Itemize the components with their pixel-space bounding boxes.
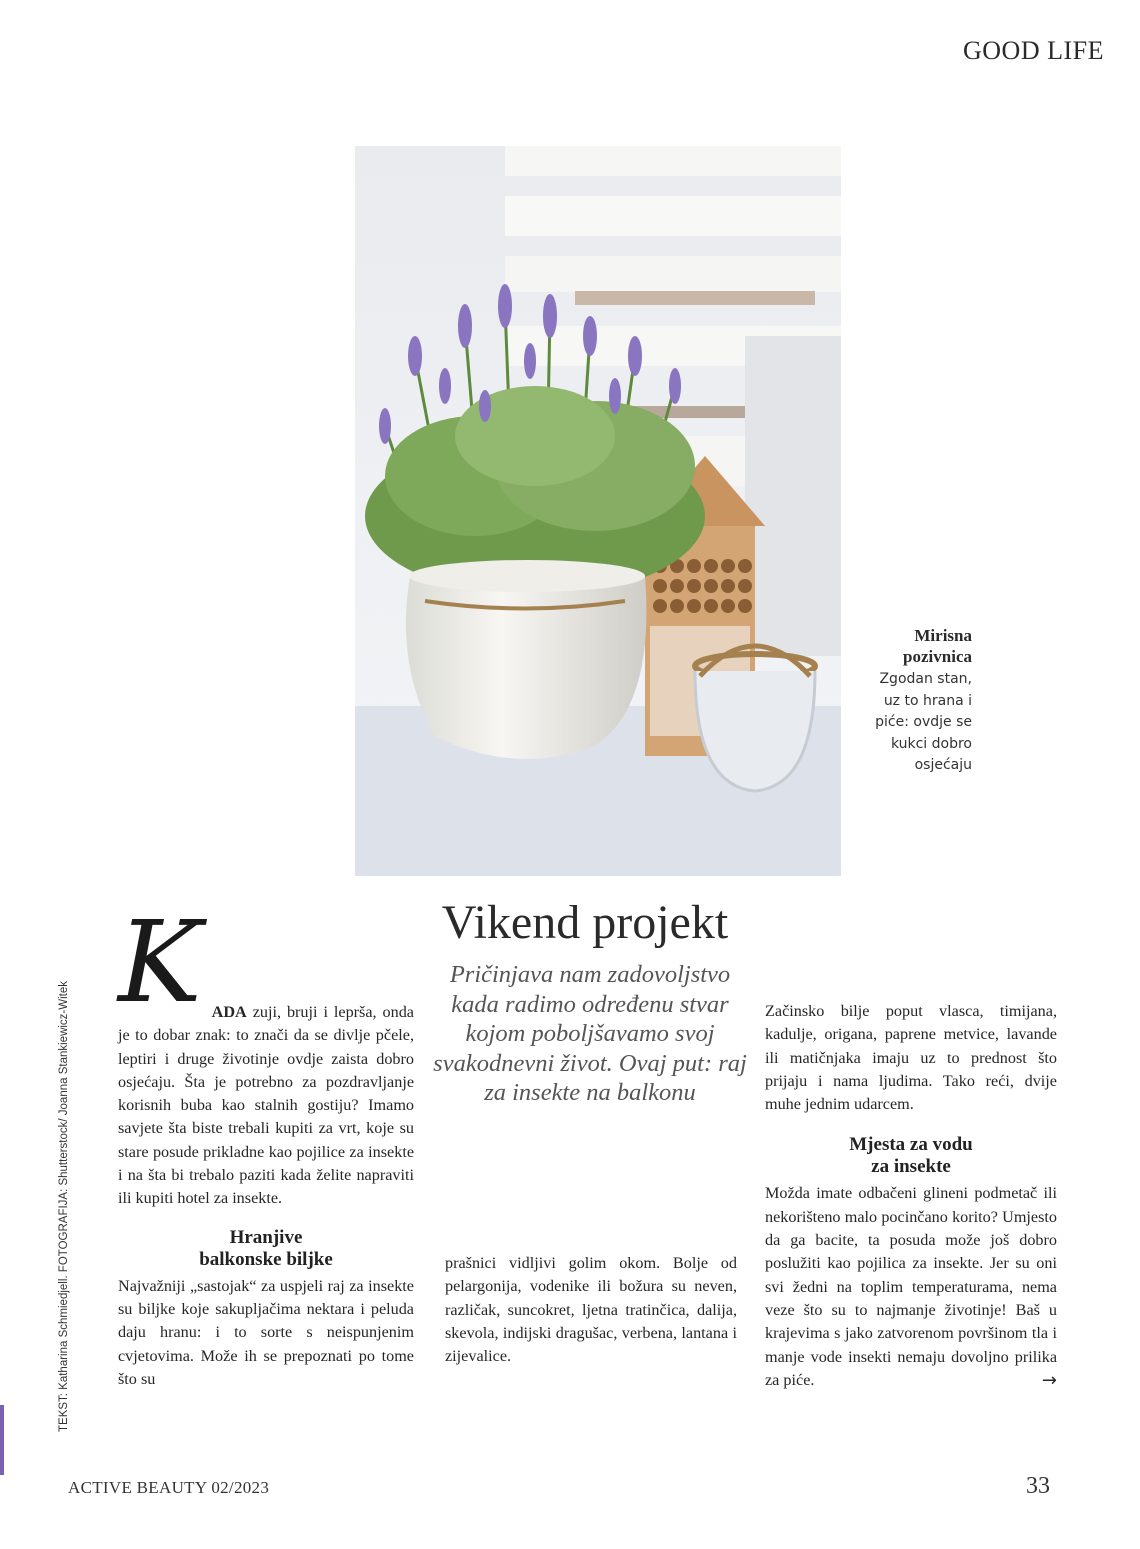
footer-magazine: ACTIVE BEAUTY 02/2023 (68, 1478, 270, 1497)
continue-arrow-icon: → (1041, 1369, 1057, 1391)
drop-cap: K (118, 898, 202, 1028)
caption-line: uz to hrana i (883, 692, 972, 709)
caption-line: osjećaju (914, 757, 972, 773)
subhead-line: za insekte (871, 1156, 951, 1178)
section-label: GOOD LIFE (963, 36, 1104, 65)
article-column-1 (118, 898, 414, 1391)
lavender-pot-icon (355, 146, 841, 876)
article-headline: Vikend projekt (441, 896, 729, 949)
caption-line: piće: ovdje se (875, 714, 972, 730)
accent-bar (0, 1405, 4, 1475)
caption-title-line1: Mirisna (914, 626, 972, 645)
article-deck: Pričinjava nam zadovoljstvo kada radimo određenu stvar kojom poboljšavamo svoj svakodnevni život. Ovaj put: raj za insekte na balkonu (433, 961, 747, 1106)
caption-line: kukci dobro (890, 735, 972, 752)
caption-line: Zgodan stan, (879, 671, 972, 687)
subhead-line: Hranjive (229, 1226, 303, 1248)
paragraph-water-text: Možda imate odbačeni glineni podmetač ili nekorišteno malo pocinčano korito? Umjesto da ga bacite, ta posuda može još dobro poslužiti kao pojilica za insekte. Jer su oni svi žedni na toplim temperaturama, nema veze što su to najmanje životinje! Baš u krajevima s jako zatvorenom površinom tla i manje vode insekti nemaju dovoljno prilika za piće. (765, 1184, 1057, 1389)
subhead-line: Mjesta za vodu (849, 1134, 973, 1156)
article-column-3 (765, 1000, 1057, 1392)
lead-bold: ADA (211, 1003, 247, 1021)
caption-title-line2: pozivnica (903, 647, 972, 666)
subhead-plants (118, 1227, 414, 1271)
photo-caption (862, 625, 972, 777)
paragraph-plants: Najvažniji „sastojak“ za uspjeli raj za insekte su biljke koje sakupljačima nektara i peluda daju hranu: i to sorte s neispunjenim cvjetovima. Može ih se prepoznati po tome što su (118, 1276, 414, 1388)
subhead-line: balkonske biljke (199, 1248, 333, 1270)
paragraph-herbs: Začinsko bilje poput vlasca, timijana, kadulje, origana, paprene metvice, lavande ili matičnjaka imaju uz to prednost što prijaju i nama ljudima. Tako reći, dvije muhe jednim udarcem. (765, 1002, 1057, 1114)
paragraph-water (765, 1182, 1057, 1392)
caption-text (862, 669, 972, 777)
lead-text: zuji, bruji i leprša, onda je to dobar znak: to znači da se divlje pčele, leptiri i druge životinje ovdje zaista dobro osjećaju. Šta je potrebno za pozdravljanje korisnih buba kao stalnih gostiju? Imamo savjete šta biste trebali kupiti za vrt, koje su stare posude prikladne kao pojilice za insekte i na šta bi trebalo paziti kada želite napraviti ili kupiti hotel za insekte. (118, 1003, 414, 1208)
lead-paragraph (118, 1001, 414, 1211)
lavender-photo (355, 146, 841, 876)
page-number: 33 (1026, 1473, 1050, 1499)
paragraph-flowers: prašnici vidljivi golim okom. Bolje od pelargonija, vodenike ili božura su neven, različak, suncokret, ljetna tratinčica, dalija, skevola, indijski dragušac, verbena, lantana i zijevalice. (445, 1254, 737, 1366)
subhead-water (765, 1134, 1057, 1178)
article-column-2 (445, 1252, 737, 1368)
photo-credit: TEKST: Katharina Schmiedjell. FOTOGRAFIJA: Shutterstock/ Joanna Stankiewicz-Witek (58, 980, 70, 1432)
